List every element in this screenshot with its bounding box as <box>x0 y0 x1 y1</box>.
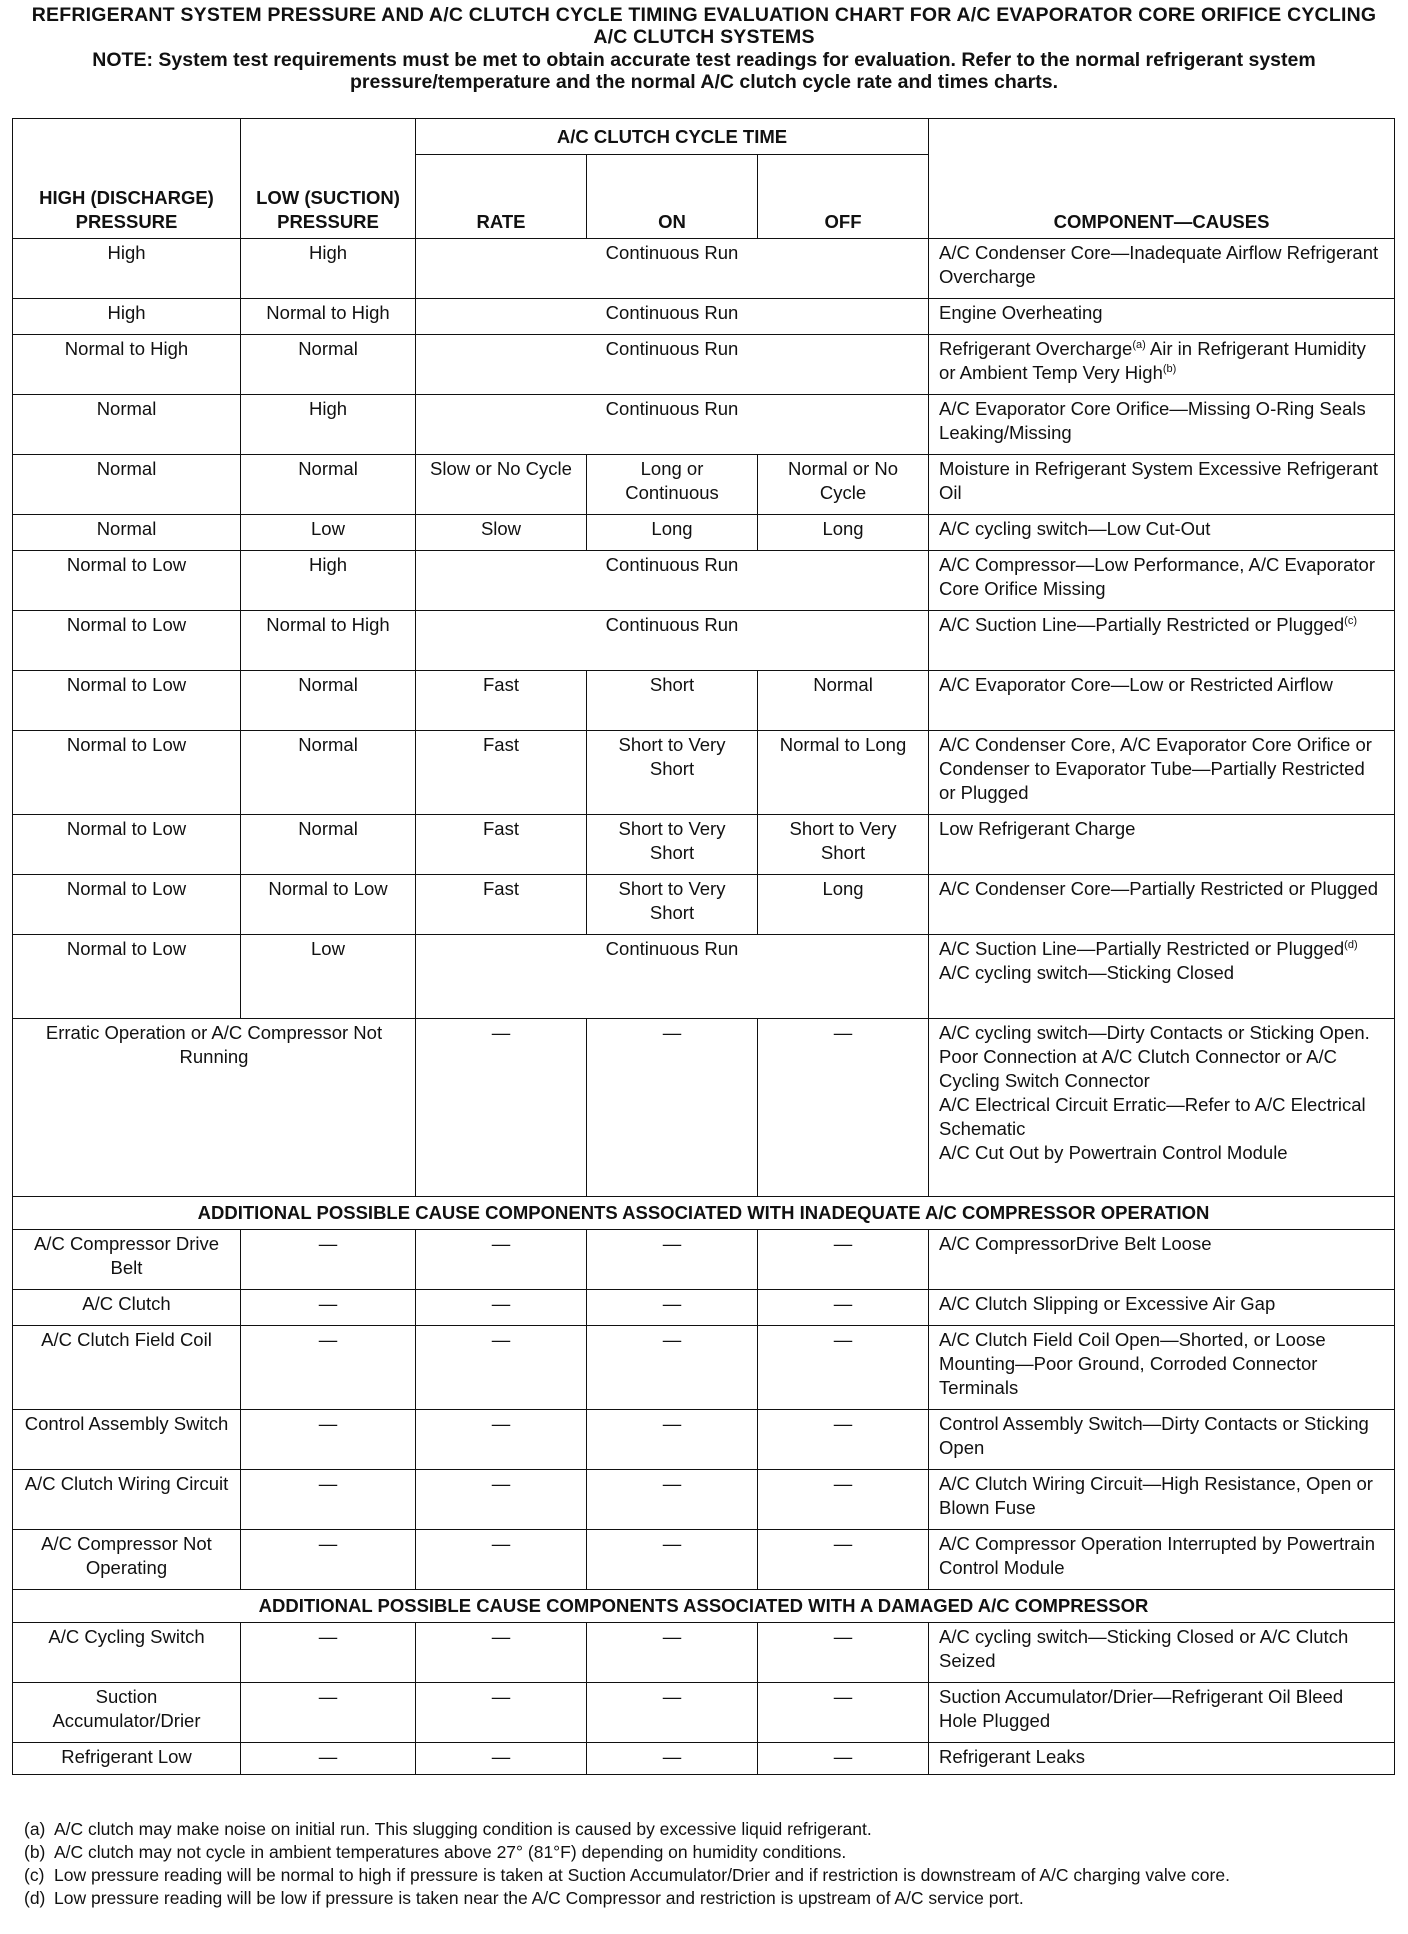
cause-cell: A/C Evaporator Core—Low or Restricted Airflow <box>929 671 1395 731</box>
table-row <box>13 935 1395 1019</box>
footnote-text: A/C clutch may not cycle in ambient temperatures above 27° (81°F) depending on humidity conditions. <box>54 1842 847 1862</box>
cause-cell: A/C Clutch Wiring Circuit—High Resistance, Open or Blown Fuse <box>929 1470 1395 1530</box>
off-cell: Normal <box>758 671 929 731</box>
cause-text: A/C Suction Line—Partially Restricted or Plugged <box>939 614 1345 635</box>
low-pressure-cell: Normal <box>241 455 416 515</box>
component-cell: A/C Clutch <box>13 1290 241 1326</box>
rate-cell: Fast <box>416 875 587 935</box>
low-pressure-cell: Normal <box>241 671 416 731</box>
low-pressure-cell: — <box>241 1290 416 1326</box>
cycle-time-cell: Continuous Run <box>416 335 929 395</box>
table-row <box>13 239 1395 299</box>
on-cell: — <box>587 1470 758 1530</box>
footnote <box>24 1887 1394 1910</box>
header-low-pressure: LOW (SUCTION) PRESSURE <box>241 119 416 239</box>
on-cell: Short <box>587 671 758 731</box>
off-cell: Normal to Long <box>758 731 929 815</box>
footnote-text: A/C clutch may make noise on initial run. This slugging condition is caused by excessive liquid refrigerant. <box>54 1819 872 1839</box>
rate-cell: Fast <box>416 815 587 875</box>
high-pressure-cell: Normal to High <box>13 335 241 395</box>
low-pressure-cell: Low <box>241 515 416 551</box>
footnotes <box>24 1818 1394 1910</box>
off-cell: — <box>758 1470 929 1530</box>
cause-cell: Low Refrigerant Charge <box>929 815 1395 875</box>
off-cell: Long <box>758 875 929 935</box>
table-row <box>13 1743 1395 1775</box>
table-row <box>13 611 1395 671</box>
cycle-time-cell: Continuous Run <box>416 611 929 671</box>
on-cell: Long or Continuous <box>587 455 758 515</box>
evaluation-table <box>12 118 1395 1775</box>
cause-text: Air in Refrigerant Humidity or Ambient Temp Very High <box>939 338 1366 383</box>
header-off: OFF <box>758 155 929 239</box>
cause-cell: A/C Clutch Slipping or Excessive Air Gap <box>929 1290 1395 1326</box>
low-pressure-cell: — <box>241 1326 416 1410</box>
cause-cell <box>929 1019 1395 1197</box>
cause-cell: A/C cycling switch—Sticking Closed or A/C Clutch Seized <box>929 1623 1395 1683</box>
low-pressure-cell: Normal to Low <box>241 875 416 935</box>
low-pressure-cell: — <box>241 1410 416 1470</box>
on-cell: — <box>587 1410 758 1470</box>
table-row <box>13 335 1395 395</box>
cause-text: Refrigerant Overcharge <box>939 338 1133 359</box>
cycle-time-cell: Continuous Run <box>416 395 929 455</box>
cause-cell: A/C cycling switch—Low Cut-Out <box>929 515 1395 551</box>
table-row <box>13 299 1395 335</box>
low-pressure-cell: — <box>241 1230 416 1290</box>
footnote <box>24 1841 1394 1864</box>
footnote-text: Low pressure reading will be normal to high if pressure is taken at Suction Accumulator/Drier and if restriction is downstream of A/C charging valve core. <box>54 1865 1230 1885</box>
rate-cell: — <box>416 1326 587 1410</box>
off-cell: — <box>758 1019 929 1197</box>
table-row-erratic <box>13 1019 1395 1197</box>
rate-cell: Fast <box>416 671 587 731</box>
chart-note: NOTE: System test requirements must be met to obtain accurate test readings for evaluation. Refer to the normal refrigerant system pressure/temperature and the normal A/C clutch cycle rate and times charts. <box>92 49 1316 93</box>
off-cell: — <box>758 1623 929 1683</box>
footnote-ref: (d) <box>1344 938 1358 951</box>
off-cell: Short to Very Short <box>758 815 929 875</box>
on-cell: — <box>587 1290 758 1326</box>
footnote-tag: (d) <box>24 1888 46 1908</box>
rate-cell: — <box>416 1290 587 1326</box>
component-cell: Refrigerant Low <box>13 1743 241 1775</box>
rate-cell: Fast <box>416 731 587 815</box>
component-cell: A/C Clutch Wiring Circuit <box>13 1470 241 1530</box>
table-row <box>13 395 1395 455</box>
rate-cell: — <box>416 1530 587 1590</box>
on-cell: — <box>587 1530 758 1590</box>
cause-cell: Control Assembly Switch—Dirty Contacts or Sticking Open <box>929 1410 1395 1470</box>
erratic-label-cell: Erratic Operation or A/C Compressor Not Running <box>13 1019 416 1197</box>
cause-text: A/C Suction Line—Partially Restricted or Plugged <box>939 938 1345 959</box>
header-high-pressure: HIGH (DISCHARGE) PRESSURE <box>13 119 241 239</box>
table-row <box>13 1470 1395 1530</box>
off-cell: — <box>758 1230 929 1290</box>
low-pressure-cell: — <box>241 1623 416 1683</box>
footnote-tag: (a) <box>24 1819 46 1839</box>
low-pressure-cell: High <box>241 239 416 299</box>
title-block <box>0 0 1408 93</box>
table-row <box>13 1410 1395 1470</box>
footnote-ref: (b) <box>1162 362 1177 375</box>
footnote-ref: (c) <box>1344 614 1357 627</box>
cycle-time-cell: Continuous Run <box>416 935 929 1019</box>
rate-cell: Slow or No Cycle <box>416 455 587 515</box>
cause-cell: Moisture in Refrigerant System Excessive Refrigerant Oil <box>929 455 1395 515</box>
cause-cell: Refrigerant Leaks <box>929 1743 1395 1775</box>
low-pressure-cell: Low <box>241 935 416 1019</box>
high-pressure-cell: Normal to Low <box>13 611 241 671</box>
cause-line: A/C cycling switch—Dirty Contacts or Sticking Open. <box>939 1022 1370 1043</box>
low-pressure-cell: — <box>241 1743 416 1775</box>
header-component-causes: COMPONENT—CAUSES <box>929 119 1395 239</box>
cause-cell: A/C Condenser Core—Partially Restricted or Plugged <box>929 875 1395 935</box>
rate-cell: — <box>416 1743 587 1775</box>
low-pressure-cell: High <box>241 551 416 611</box>
footnote <box>24 1864 1394 1887</box>
cause-cell: A/C CompressorDrive Belt Loose <box>929 1230 1395 1290</box>
cause-cell: A/C Evaporator Core Orifice—Missing O-Ring Seals Leaking/Missing <box>929 395 1395 455</box>
off-cell: — <box>758 1410 929 1470</box>
high-pressure-cell: Normal <box>13 455 241 515</box>
table-row <box>13 455 1395 515</box>
cause-cell <box>929 935 1395 1019</box>
on-cell: — <box>587 1683 758 1743</box>
cause-cell <box>929 611 1395 671</box>
off-cell: — <box>758 1326 929 1410</box>
off-cell: — <box>758 1530 929 1590</box>
on-cell: — <box>587 1743 758 1775</box>
high-pressure-cell: Normal to Low <box>13 731 241 815</box>
cause-cell: A/C Compressor—Low Performance, A/C Evaporator Core Orifice Missing <box>929 551 1395 611</box>
high-pressure-cell: High <box>13 239 241 299</box>
high-pressure-cell: Normal to Low <box>13 935 241 1019</box>
high-pressure-cell: Normal to Low <box>13 671 241 731</box>
low-pressure-cell: — <box>241 1683 416 1743</box>
header-rate: RATE <box>416 155 587 239</box>
section-title-damaged-compressor: ADDITIONAL POSSIBLE CAUSE COMPONENTS ASSOCIATED WITH A DAMAGED A/C COMPRESSOR <box>13 1590 1395 1623</box>
table-row <box>13 1683 1395 1743</box>
table-row <box>13 1530 1395 1590</box>
cycle-time-cell: Continuous Run <box>416 299 929 335</box>
on-cell: — <box>587 1230 758 1290</box>
off-cell: Long <box>758 515 929 551</box>
footnote-text: Low pressure reading will be low if pressure is taken near the A/C Compressor and restriction is upstream of A/C service port. <box>54 1888 1024 1908</box>
chart-title: REFRIGERANT SYSTEM PRESSURE AND A/C CLUTCH CYCLE TIMING EVALUATION CHART FOR A/C EVAPORATOR CORE ORIFICE CYCLING A/C CLUTCH SYSTEMS <box>31 4 1377 48</box>
high-pressure-cell: Normal to Low <box>13 875 241 935</box>
on-cell: Short to Very Short <box>587 731 758 815</box>
table-row <box>13 551 1395 611</box>
section-header-row <box>13 1590 1395 1623</box>
off-cell: — <box>758 1683 929 1743</box>
low-pressure-cell: Normal to High <box>241 611 416 671</box>
component-cell: A/C Compressor Not Operating <box>13 1530 241 1590</box>
rate-cell: — <box>416 1623 587 1683</box>
table-row <box>13 731 1395 815</box>
off-cell: Normal or No Cycle <box>758 455 929 515</box>
cause-cell: Suction Accumulator/Drier—Refrigerant Oil Bleed Hole Plugged <box>929 1683 1395 1743</box>
on-cell: — <box>587 1623 758 1683</box>
cause-cell: A/C Clutch Field Coil Open—Shorted, or Loose Mounting—Poor Ground, Corroded Connector Terminals <box>929 1326 1395 1410</box>
header-clutch-cycle-time: A/C CLUTCH CYCLE TIME <box>416 119 929 155</box>
table-row <box>13 1623 1395 1683</box>
component-cell: A/C Compressor Drive Belt <box>13 1230 241 1290</box>
cause-cell: A/C Condenser Core, A/C Evaporator Core Orifice or Condenser to Evaporator Tube—Partially Restricted or Plugged <box>929 731 1395 815</box>
footnote-ref: (a) <box>1132 338 1146 351</box>
low-pressure-cell: High <box>241 395 416 455</box>
table-row <box>13 1230 1395 1290</box>
high-pressure-cell: Normal <box>13 395 241 455</box>
cause-line: A/C Electrical Circuit Erratic—Refer to A/C Electrical Schematic <box>939 1094 1366 1139</box>
component-cell: Control Assembly Switch <box>13 1410 241 1470</box>
low-pressure-cell: Normal <box>241 335 416 395</box>
table-row <box>13 515 1395 551</box>
section-title-inadequate-compressor: ADDITIONAL POSSIBLE CAUSE COMPONENTS ASSOCIATED WITH INADEQUATE A/C COMPRESSOR OPERATION <box>13 1197 1395 1230</box>
off-cell: — <box>758 1743 929 1775</box>
table-row <box>13 815 1395 875</box>
low-pressure-cell: — <box>241 1530 416 1590</box>
cause-cell <box>929 335 1395 395</box>
cycle-time-cell: Continuous Run <box>416 551 929 611</box>
footnote-tag: (b) <box>24 1842 46 1862</box>
component-cell: A/C Clutch Field Coil <box>13 1326 241 1410</box>
low-pressure-cell: — <box>241 1470 416 1530</box>
rate-cell: — <box>416 1230 587 1290</box>
high-pressure-cell: Normal to Low <box>13 551 241 611</box>
cause-cell: A/C Condenser Core—Inadequate Airflow Refrigerant Overcharge <box>929 239 1395 299</box>
section-header-row <box>13 1197 1395 1230</box>
high-pressure-cell: Normal <box>13 515 241 551</box>
off-cell: — <box>758 1290 929 1326</box>
low-pressure-cell: Normal <box>241 731 416 815</box>
cycle-time-cell: Continuous Run <box>416 239 929 299</box>
high-pressure-cell: High <box>13 299 241 335</box>
cause-cell: Engine Overheating <box>929 299 1395 335</box>
low-pressure-cell: Normal <box>241 815 416 875</box>
on-cell: Short to Very Short <box>587 815 758 875</box>
low-pressure-cell: Normal to High <box>241 299 416 335</box>
rate-cell: — <box>416 1019 587 1197</box>
table-row <box>13 1290 1395 1326</box>
rate-cell: — <box>416 1410 587 1470</box>
cause-cell: A/C Compressor Operation Interrupted by Powertrain Control Module <box>929 1530 1395 1590</box>
component-cell: A/C Cycling Switch <box>13 1623 241 1683</box>
cause-line: Poor Connection at A/C Clutch Connector or A/C Cycling Switch Connector <box>939 1046 1337 1091</box>
table-row <box>13 671 1395 731</box>
cause-line: A/C Cut Out by Powertrain Control Module <box>939 1142 1288 1163</box>
footnote-tag: (c) <box>24 1865 45 1885</box>
on-cell: — <box>587 1326 758 1410</box>
table-row <box>13 1326 1395 1410</box>
on-cell: Long <box>587 515 758 551</box>
component-cell: Suction Accumulator/Drier <box>13 1683 241 1743</box>
rate-cell: — <box>416 1683 587 1743</box>
rate-cell: Slow <box>416 515 587 551</box>
on-cell: — <box>587 1019 758 1197</box>
table-row <box>13 875 1395 935</box>
rate-cell: — <box>416 1470 587 1530</box>
cause-text: A/C cycling switch—Sticking Closed <box>939 962 1235 983</box>
high-pressure-cell: Normal to Low <box>13 815 241 875</box>
footnote <box>24 1818 1394 1841</box>
header-on: ON <box>587 155 758 239</box>
on-cell: Short to Very Short <box>587 875 758 935</box>
